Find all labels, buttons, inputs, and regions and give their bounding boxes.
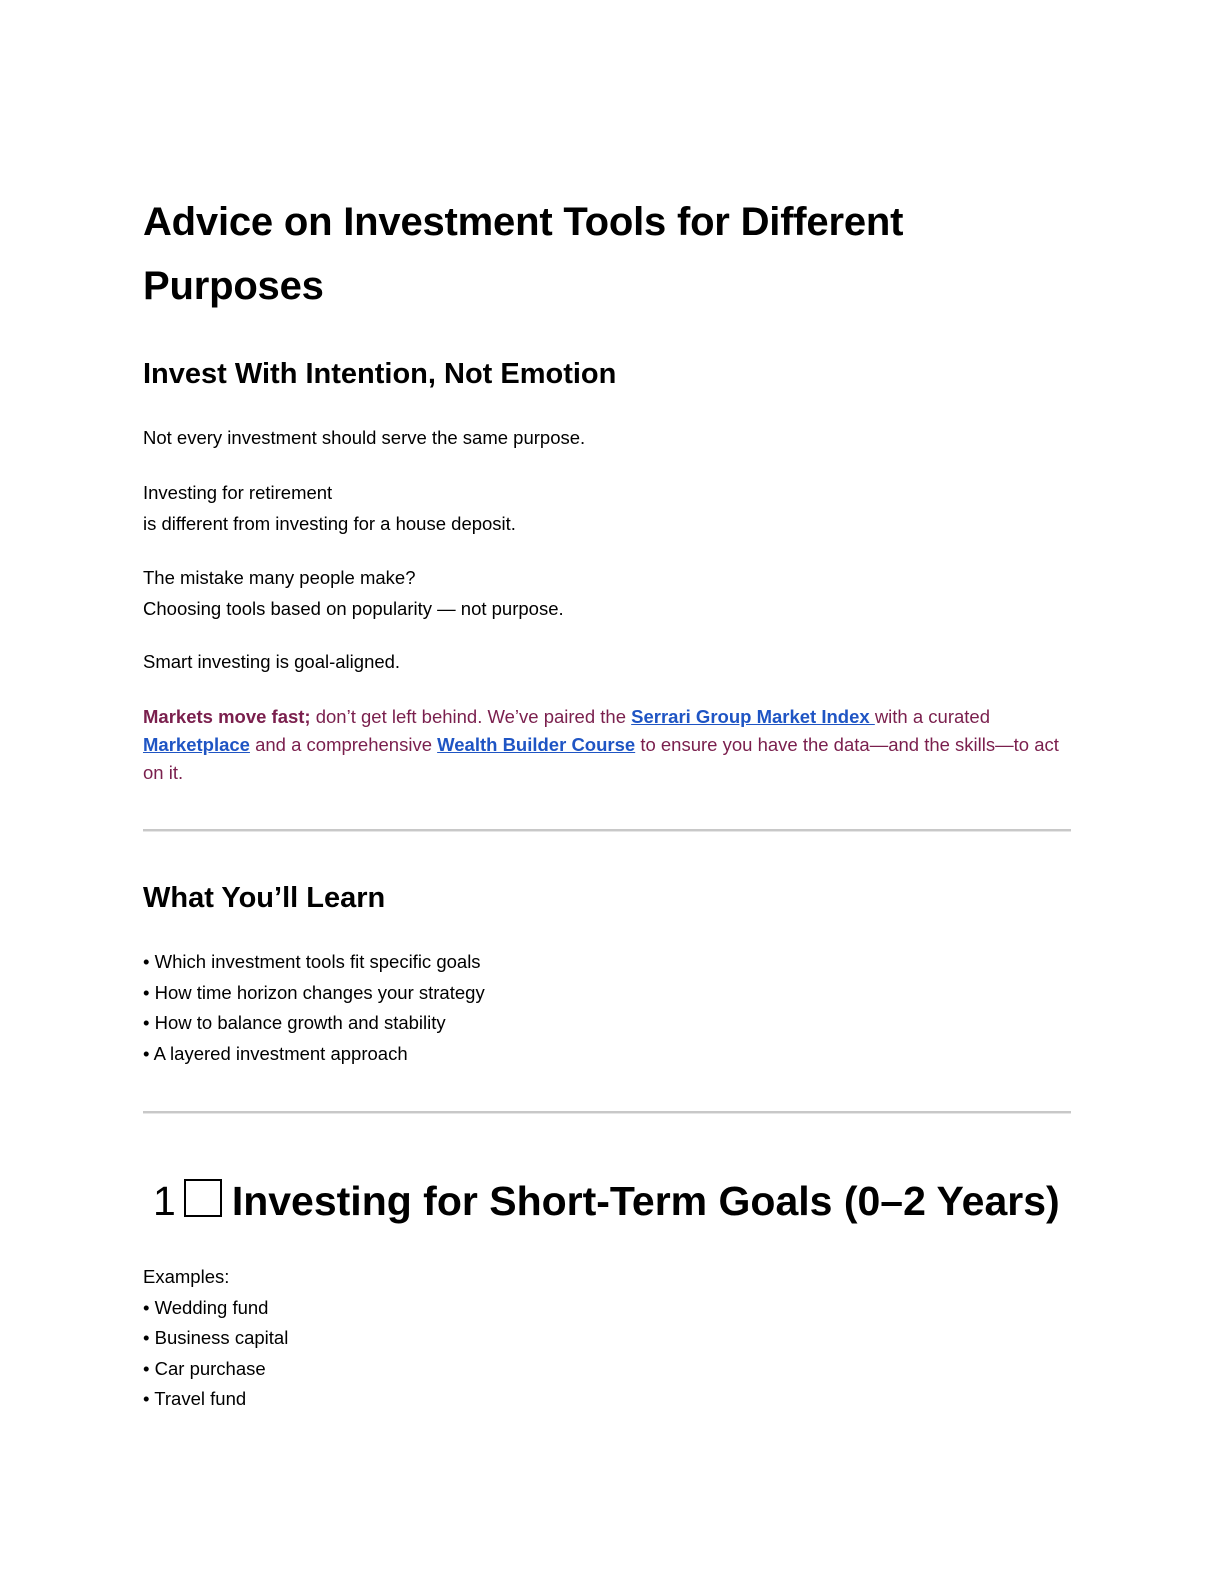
promo-text-3: and a comprehensive	[249, 734, 438, 755]
examples-label: Examples:	[143, 1266, 230, 1287]
section-heading-short-term-text: Investing for Short-Term Goals (0–2 Years)	[231, 1178, 1060, 1224]
paragraph-retirement-line-2: is different from investing for a house deposit.	[143, 512, 516, 534]
divider	[143, 1111, 1071, 1114]
divider	[143, 829, 1071, 832]
section-number: 1	[153, 1178, 176, 1224]
paragraph-retirement	[143, 478, 516, 539]
checkbox-square-icon	[184, 1179, 222, 1217]
list-item: • Travel fund	[143, 1388, 247, 1409]
promo-text-1: don’t get left behind. We’ve paired the	[310, 706, 632, 727]
list-item: • How time horizon changes your strategy	[143, 981, 485, 1003]
examples-list	[143, 1262, 288, 1415]
paragraph-mistake-line-1: The mistake many people make?	[143, 567, 416, 588]
list-item: • Business capital	[143, 1327, 289, 1348]
market-index-link[interactable]: Serrari Group Market Index	[631, 706, 875, 727]
paragraph-purpose: Not every investment should serve the same purpose.	[143, 427, 586, 448]
promo-text-2: with a curated	[874, 706, 990, 727]
list-item: • How to balance growth and stability	[143, 1012, 446, 1033]
promo-text-4: to ensure you have the data—and the skills—to act on it.	[143, 734, 1059, 783]
list-item: • Which investment tools fit specific goals	[143, 951, 481, 972]
section-heading-learn: What You’ll Learn	[143, 882, 386, 914]
learn-list	[143, 947, 485, 1069]
promo-paragraph	[143, 703, 1073, 787]
paragraph-mistake	[143, 563, 564, 624]
wealth-builder-course-link[interactable]: Wealth Builder Course	[437, 734, 636, 755]
paragraph-goal-aligned: Smart investing is goal-aligned.	[143, 651, 401, 672]
section-heading-short-term	[153, 1172, 1060, 1230]
document-title: Advice on Investment Tools for Different Purposes	[143, 200, 904, 308]
list-item: • Wedding fund	[143, 1296, 269, 1318]
list-item: • Car purchase	[143, 1357, 266, 1379]
list-item: • A layered investment approach	[143, 1042, 408, 1064]
marketplace-link[interactable]: Marketplace	[143, 734, 250, 755]
paragraph-mistake-line-2: Choosing tools based on popularity — not purpose.	[143, 597, 564, 619]
promo-lead: Markets move fast;	[143, 706, 311, 727]
section-heading-intention: Invest With Intention, Not Emotion	[143, 358, 617, 390]
paragraph-retirement-line-1: Investing for retirement	[143, 482, 333, 503]
